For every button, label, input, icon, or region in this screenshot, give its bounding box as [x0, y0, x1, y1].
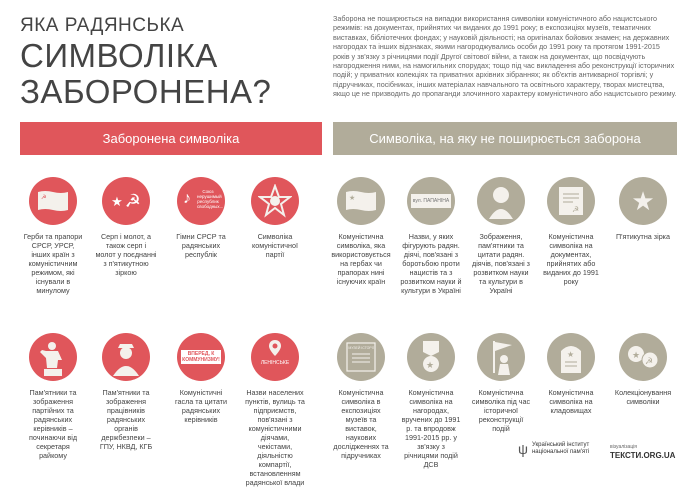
- street-sign-icon: [407, 177, 455, 225]
- allowed-caption: Комуністична символіка на нагородах, вручених до 1991 р. та впродовж 1991-2015 рр. у зв'язку з річницями подій ДСВ: [401, 388, 461, 469]
- museum-text: МУЗЕЙ ІСТОРІЇ: [348, 346, 374, 350]
- banned-item: [22, 177, 84, 295]
- street-sign-text: вул. ПАПАНІНА: [411, 194, 451, 208]
- institute-name: Український інститут національної пам'яті: [531, 442, 590, 455]
- banned-caption: Комуністичні гасла та цитати радянських керівників: [175, 388, 227, 424]
- intro-text: Заборона не поширюється на випадки використання символіки комуністичного або нацистського режимів: на документах, прийнятих чи виданих до 1991 року; в експозиціях музеїв, тематичних виставках, бібліотечних фондах; у науковій діяльності; на оригіналах бойових знамен; на державних нагородах та інших відзнаках, якими нагороджувались особи до 1991 року та протягом 1991-2015 років у зв'язку з річницями події Другої світової війни, а також на документах, що посвідчують нагородження ними, на намогильних спорудах; тощо під час викладення або реконструкції історичних подій; у приватних колекціях та приватних архівних зібраннях; як об'єктів антикварної торгівлі; у підручниках, посібниках, інших матеріалах навчального та освітнього характеру, творах мистецтва, якщо це не призводить до пропаганди злочинного характеру комуністичного або нацистського режиму.: [333, 14, 677, 99]
- banned-banner: Заборонена символіка: [20, 122, 322, 155]
- party-badge-icon: [251, 177, 299, 225]
- title-line-1: ЯКА РАДЯНСЬКА: [20, 15, 185, 36]
- title-line-3: ЗАБОРОНЕНА?: [20, 73, 272, 110]
- current-flag-icon: [337, 177, 385, 225]
- banned-item: [95, 333, 157, 451]
- five-point-star-icon: ★: [619, 177, 667, 225]
- chekist-portrait-icon: [102, 333, 150, 381]
- allowed-item: [330, 333, 392, 460]
- banned-caption: Назви населених пунктів, вулиць та підприємств, пов'язані з комуністичними діячами, чекістами, діяльністю компартії, встановленням радянської влади: [245, 388, 305, 487]
- allowed-item: [470, 333, 532, 433]
- banned-item: [170, 333, 232, 424]
- title-line-2: СИМВОЛІКА: [20, 37, 218, 74]
- allowed-caption: Комуністична символіка на кладовищах: [548, 388, 594, 415]
- leader-monument-icon: [29, 333, 77, 381]
- allowed-item: [540, 333, 602, 415]
- allowed-banner: Символіка, на яку не поширюється заборона: [333, 122, 677, 155]
- page-title: [20, 14, 320, 110]
- svg-text:★: ★: [426, 361, 435, 371]
- svg-text:★: ★: [349, 194, 356, 202]
- svg-text:☭: ☭: [572, 205, 580, 214]
- svg-text:★: ★: [632, 351, 641, 361]
- banned-item: [22, 333, 84, 460]
- brand-label: ТЕКСТИ.ORG.UA: [610, 451, 676, 460]
- banned-item: [244, 333, 306, 487]
- allowed-caption: Комуністична символіка на документах, прийнятих або виданих до 1991 року: [543, 232, 599, 286]
- trident-icon: ψ: [518, 440, 528, 457]
- slogan-text: ВПЕРЕД, К КОММУНИЗМУ!: [182, 351, 220, 363]
- svg-text:★: ★: [567, 350, 575, 359]
- allowed-item: [612, 177, 674, 241]
- hammer-sickle-star-icon: ★ ☭: [102, 177, 150, 225]
- allowed-caption: Комуністична символіка під час історичної реконструкції подій: [471, 388, 531, 433]
- banned-item: [244, 177, 306, 259]
- banned-caption: Пам'ятники та зображення партійних та радянських керівників – починаючи від секретаря райкому: [28, 388, 78, 460]
- banned-item: [95, 177, 157, 277]
- svg-text:☭: ☭: [41, 194, 47, 201]
- visualization-credit: [610, 444, 675, 460]
- allowed-item: [540, 177, 602, 286]
- allowed-caption: Зображення, пам'ятники та цитати радян. діячів, пов'язані з розвитком науки та культури в Україні: [472, 232, 530, 295]
- slogan-quote-icon: [177, 333, 225, 381]
- banned-item: [170, 177, 232, 259]
- document-icon: [547, 177, 595, 225]
- allowed-item: [400, 333, 462, 469]
- allowed-item: [612, 333, 674, 406]
- allowed-item: [470, 177, 532, 295]
- red-flag-icon: [29, 177, 77, 225]
- allowed-caption: Комуністична символіка в експозиціях музеїв та виставок, наукових дослідженнях та підручниках: [333, 388, 389, 460]
- allowed-caption: Колекціонування символіки: [614, 388, 672, 406]
- anthem-note-icon: ♪ Союз нерушимый республик свободных...: [177, 177, 225, 225]
- gravestone-icon: [547, 333, 595, 381]
- museum-exhibit-icon: [337, 333, 385, 381]
- collection-icon: [619, 333, 667, 381]
- banned-caption: Гімни СРСР та радянських республік: [176, 232, 226, 259]
- reenactment-icon: [477, 333, 525, 381]
- anthem-text: Союз нерушимый республик свободных...: [197, 189, 224, 209]
- place-name-icon: [251, 333, 299, 381]
- scientist-portrait-icon: [477, 177, 525, 225]
- allowed-caption: Комуністична символіка, яка використовується на гербах чи прапорах нині існуючих країн: [331, 232, 391, 286]
- svg-text:☭: ☭: [645, 357, 654, 367]
- allowed-caption: П'ятикутна зірка: [615, 232, 670, 241]
- institute-logo: [518, 442, 608, 456]
- banned-caption: Серп і молот, а також серп і молот у поєднанні з п'ятикутною зіркою: [95, 232, 157, 277]
- banned-caption: Пам'ятники та зображення працівників радянських органів держбезпеки – ГПУ, НКВД, КГБ: [99, 388, 153, 451]
- allowed-item: [330, 177, 392, 286]
- banned-caption: Герби та прапори СРСР, УРСР, інших країн з комуністичним режимом, які існували в минулому: [23, 232, 83, 295]
- vis-label: візуалізація: [610, 444, 638, 450]
- medal-icon: [407, 333, 455, 381]
- allowed-caption: Назви, у яких фігурують радян. діячі, пов'язані з боротьбою проти нацистів та з розвитком науки й культури в Україні: [400, 232, 462, 295]
- place-name-text: ЛЕНІНСЬКЕ: [260, 360, 290, 366]
- allowed-item: [400, 177, 462, 295]
- banned-caption: Символіка комуністичної партії: [251, 232, 298, 259]
